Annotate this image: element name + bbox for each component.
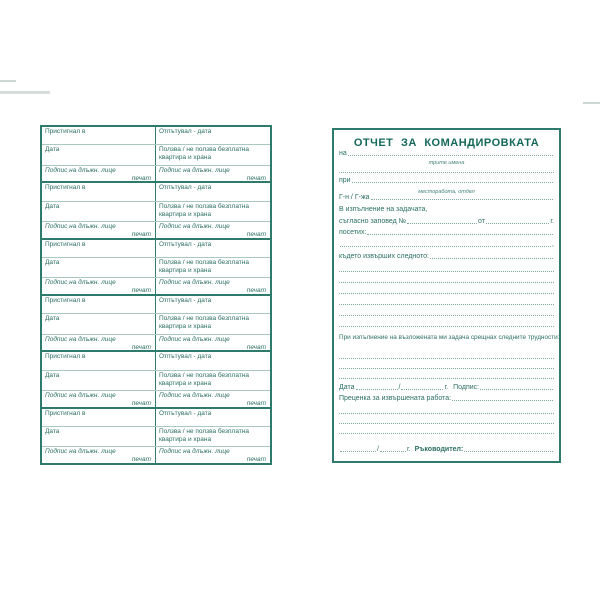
workplace-line: [339, 174, 554, 184]
fill-in-line: [339, 433, 554, 434]
fill-in-line: [339, 172, 554, 173]
fill-in-line: [339, 271, 554, 272]
signature-label: Подпис на длъжн. лице: [45, 335, 116, 343]
arrived-cell: Пристигнал в: [42, 127, 156, 144]
arrived-cell: Пристигнал в: [42, 183, 156, 200]
date-cell: Дата: [42, 202, 156, 221]
departed-cell: Отпътувал - дата: [159, 240, 212, 248]
task-line: [339, 203, 554, 213]
signature-label: Подпис на длъжн. лице: [159, 223, 230, 231]
arrival-block: [42, 181, 270, 237]
stamp-label: печат: [246, 230, 266, 238]
page-edge-mark: [0, 80, 16, 82]
signature-label: Подпис на длъжн. лице: [159, 448, 230, 456]
difficulties-line: [339, 331, 560, 341]
year-suffix: г.: [444, 384, 449, 391]
fill-in-line: [339, 326, 554, 327]
comma-suffix: ,: [552, 241, 554, 248]
date-cell: Дата: [42, 145, 156, 164]
year-suffix: г.: [406, 446, 411, 453]
arrival-block: [42, 127, 270, 181]
signature-label: Подпис на длъжн. лице: [159, 166, 230, 174]
arrival-block: [42, 238, 270, 294]
fill-in-line: [339, 304, 554, 305]
fill-in-line: [380, 451, 406, 452]
fill-in-line: [486, 223, 549, 224]
arrived-cell: Пристигнал в: [42, 240, 156, 257]
date-cell: Дата: [42, 427, 156, 446]
stamp-label: печат: [246, 174, 266, 182]
departed-cell: Отпътувал - дата: [159, 409, 212, 417]
fill-in-line: [339, 282, 554, 283]
signature-cell: [156, 222, 270, 238]
signature-label: Подпис на длъжн. лице: [159, 392, 230, 400]
signature-cell: [42, 335, 156, 351]
fill-in-line: [339, 423, 554, 424]
signature-label: Подпис на длъжн. лице: [45, 279, 116, 287]
arrival-block: [42, 407, 270, 463]
name-label: на: [339, 150, 347, 157]
uses-lodging-cell: Ползва / не ползва безплатна квартира и храна: [159, 259, 249, 274]
slash-separator: /: [377, 446, 379, 453]
fill-in-line: [352, 182, 553, 183]
report-title: ОТЧЕТ ЗА КОМАНДИРОВКАТА: [353, 137, 540, 149]
signature-cell: [42, 447, 156, 463]
task-label: В изпълнение на задачата,: [339, 206, 428, 213]
stamp-label: печат: [131, 230, 151, 238]
manager-label: Ръководител:: [414, 446, 464, 453]
signature-label: Подпис на длъжн. лице: [159, 335, 230, 343]
fill-in-line: [371, 199, 553, 200]
signature-label: Подпис:: [453, 384, 480, 391]
assessment-label: Преценка за извършената работа:: [339, 395, 452, 402]
signature-cell: [156, 335, 270, 351]
signature-label: Подпис на длъжн. лице: [45, 223, 116, 231]
assessment-line: [339, 392, 554, 402]
signature-cell: [42, 222, 156, 238]
signature-label: Подпис на длъжн. лице: [45, 448, 116, 456]
date-cell: Дата: [42, 314, 156, 333]
signature-cell: [42, 391, 156, 407]
fill-in-line: [356, 389, 398, 390]
departed-cell: Отпътувал - дата: [159, 184, 212, 192]
signature-label: Подпис на длъжн. лице: [45, 392, 116, 400]
signature-cell: [42, 166, 156, 182]
order-line: [339, 215, 554, 225]
fill-in-line: [407, 223, 477, 224]
signature-cell: [156, 278, 270, 294]
stamp-label: печат: [246, 456, 266, 463]
date-cell: Дата: [42, 371, 156, 390]
signature-label: Подпис на длъжн. лице: [45, 166, 116, 174]
uses-lodging-cell: Ползва / не ползва безплатна квартира и храна: [159, 146, 249, 162]
fill-in-line: [339, 293, 554, 294]
uses-lodging-cell: Ползва / не ползва безплатна квартира и храна: [159, 315, 249, 331]
signature-cell: [156, 447, 270, 463]
year-suffix: г.: [550, 218, 554, 225]
manager-line: [339, 443, 554, 453]
arrived-cell: Пристигнал в: [42, 409, 156, 426]
fill-in-line: [430, 258, 553, 259]
fill-in-line: [339, 368, 554, 369]
arrival-block: [42, 350, 270, 406]
performed-label: където извърших следното:: [339, 253, 429, 260]
departed-cell: Отпътувал - дата: [159, 296, 212, 304]
difficulties-label: При изпълнение на възложената ми задача срещнах следните трудности:: [339, 333, 560, 341]
arrived-cell: Пристигнал в: [42, 296, 156, 313]
workplace-caption: месторабота, отдел: [418, 189, 475, 195]
stamp-label: печат: [131, 174, 151, 182]
stamp-label: печат: [246, 343, 266, 351]
salutation-line: [339, 191, 554, 201]
arrived-cell: Пристигнал в: [42, 352, 156, 369]
stamp-label: печат: [131, 343, 151, 351]
arrival-block: [42, 294, 270, 350]
name-caption: трите имена: [428, 160, 465, 166]
fill-in-line: [340, 451, 376, 452]
visited-line: [339, 226, 554, 236]
uses-lodging-cell: Ползва / не ползва безплатна квартира и храна: [159, 371, 249, 387]
signature-cell: [156, 391, 270, 407]
performed-line: [339, 250, 554, 260]
trip-report-form: [332, 128, 561, 463]
stamp-label: печат: [131, 399, 151, 407]
departed-cell: Отпътувал - дата: [159, 353, 212, 361]
signature-cell: [156, 166, 270, 182]
workplace-label: при: [339, 177, 351, 184]
date-signature-line: [339, 381, 554, 391]
date-label: Дата: [339, 384, 355, 391]
stamp-label: печат: [246, 287, 266, 294]
name-line: [339, 147, 554, 157]
fill-in-line: [480, 389, 553, 390]
stamp-label: печат: [131, 287, 151, 294]
fill-in-line: [340, 246, 551, 247]
signature-cell: [42, 278, 156, 294]
from-label: от: [477, 218, 485, 225]
order-label: съгласно заповед №: [339, 218, 407, 225]
signature-label: Подпис на длъжн. лице: [159, 279, 230, 287]
fill-in-line: [367, 234, 553, 235]
fill-in-line: [348, 155, 553, 156]
departed-cell: Отпътувал - дата: [159, 128, 212, 135]
uses-lodging-cell: Ползва / не ползва безплатна квартира и храна: [159, 428, 249, 443]
slash-separator: /: [398, 384, 401, 391]
date-cell: Дата: [42, 258, 156, 277]
fill-in-line: [401, 389, 443, 390]
page-edge-mark: [0, 91, 50, 94]
fill-in-line: [339, 315, 554, 316]
arrival-departure-table: [40, 125, 272, 465]
salutation-label: Г-н / Г-жа: [339, 194, 370, 201]
uses-lodging-cell: Ползва / не ползва безплатна квартира и храна: [159, 202, 249, 218]
fill-in-line: [339, 413, 554, 414]
visited-label: посетих:: [339, 229, 367, 236]
visited-continuation-line: [339, 238, 554, 248]
fill-in-line: [464, 451, 553, 452]
stamp-label: печат: [246, 399, 266, 407]
fill-in-line: [339, 358, 554, 359]
fill-in-line: [452, 400, 553, 401]
fill-in-line: [339, 378, 554, 379]
stamp-label: печат: [131, 456, 151, 463]
page-edge-mark: [583, 102, 600, 104]
